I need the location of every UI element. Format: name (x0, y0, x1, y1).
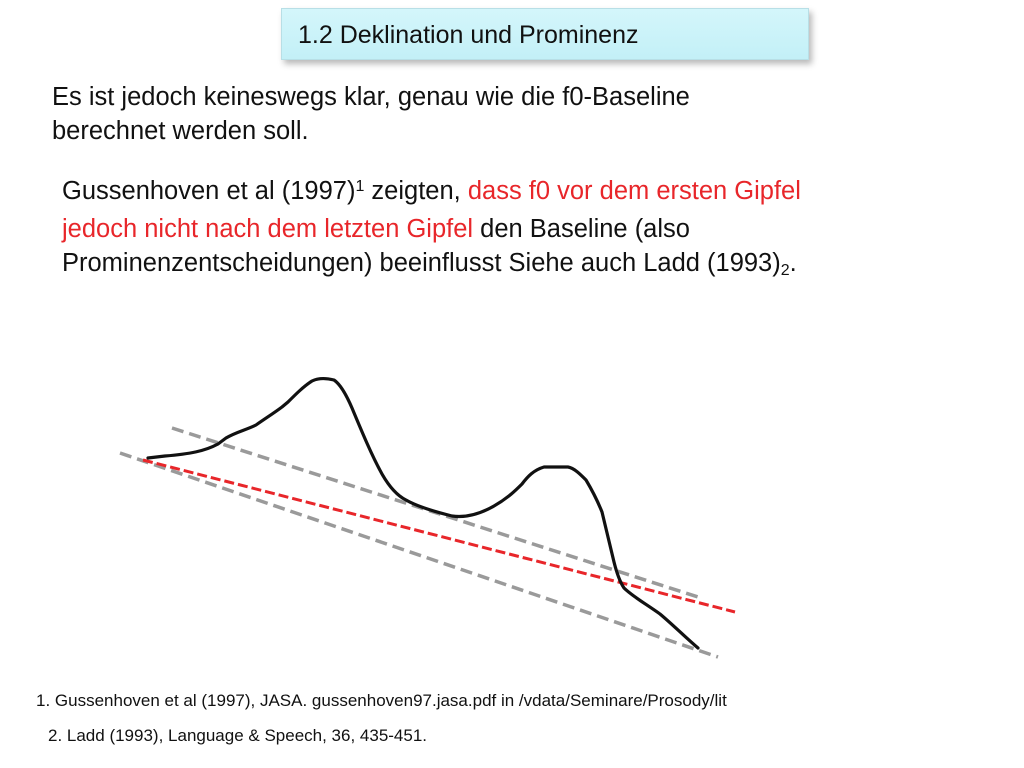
highlight-first-peak: dass f0 vor dem ersten Gipfel (467, 177, 801, 205)
footnote-2: 2. Ladd (1993), Language & Speech, 36, 435-451. (48, 726, 428, 745)
gussenhoven-line-3 (62, 246, 801, 284)
gussenhoven-citation: Gussenhoven et al (1997) (62, 177, 356, 205)
intro-line-1: Es ist jedoch keineswegs klar, genau wie die f0-Baseline (52, 83, 690, 111)
gussenhoven-paragraph (62, 174, 801, 284)
lower-gray-baseline (120, 453, 718, 657)
prominence-text: Prominenzentscheidungen) beeinflusst Siehe auch Ladd (1993) (62, 249, 781, 277)
footnote-marker-2: 2 (780, 262, 790, 279)
footnote-marker-1: 1 (355, 178, 365, 195)
baseline-text: den Baseline (also (473, 215, 690, 243)
f0-contour (148, 379, 698, 648)
gussenhoven-line-2 (62, 212, 801, 246)
footnote-1: 1. Gussenhoven et al (1997), JASA. gussenhoven97.jasa.pdf in /vdata/Seminare/Prosody/lit (36, 691, 727, 710)
title-box (281, 8, 809, 60)
upper-gray-baseline (172, 428, 698, 597)
highlight-last-peak: jedoch nicht nach dem letzten Gipfel (62, 215, 474, 243)
slide-title: 1.2 Deklination und Prominenz (298, 21, 639, 49)
gussenhoven-verb: zeigten, (364, 177, 468, 205)
intro-line-2: berechnet werden soll. (52, 117, 309, 145)
red-baseline (143, 460, 735, 612)
gussenhoven-line-1 (62, 174, 801, 212)
sentence-end: . (789, 249, 797, 277)
intro-paragraph (52, 80, 690, 148)
